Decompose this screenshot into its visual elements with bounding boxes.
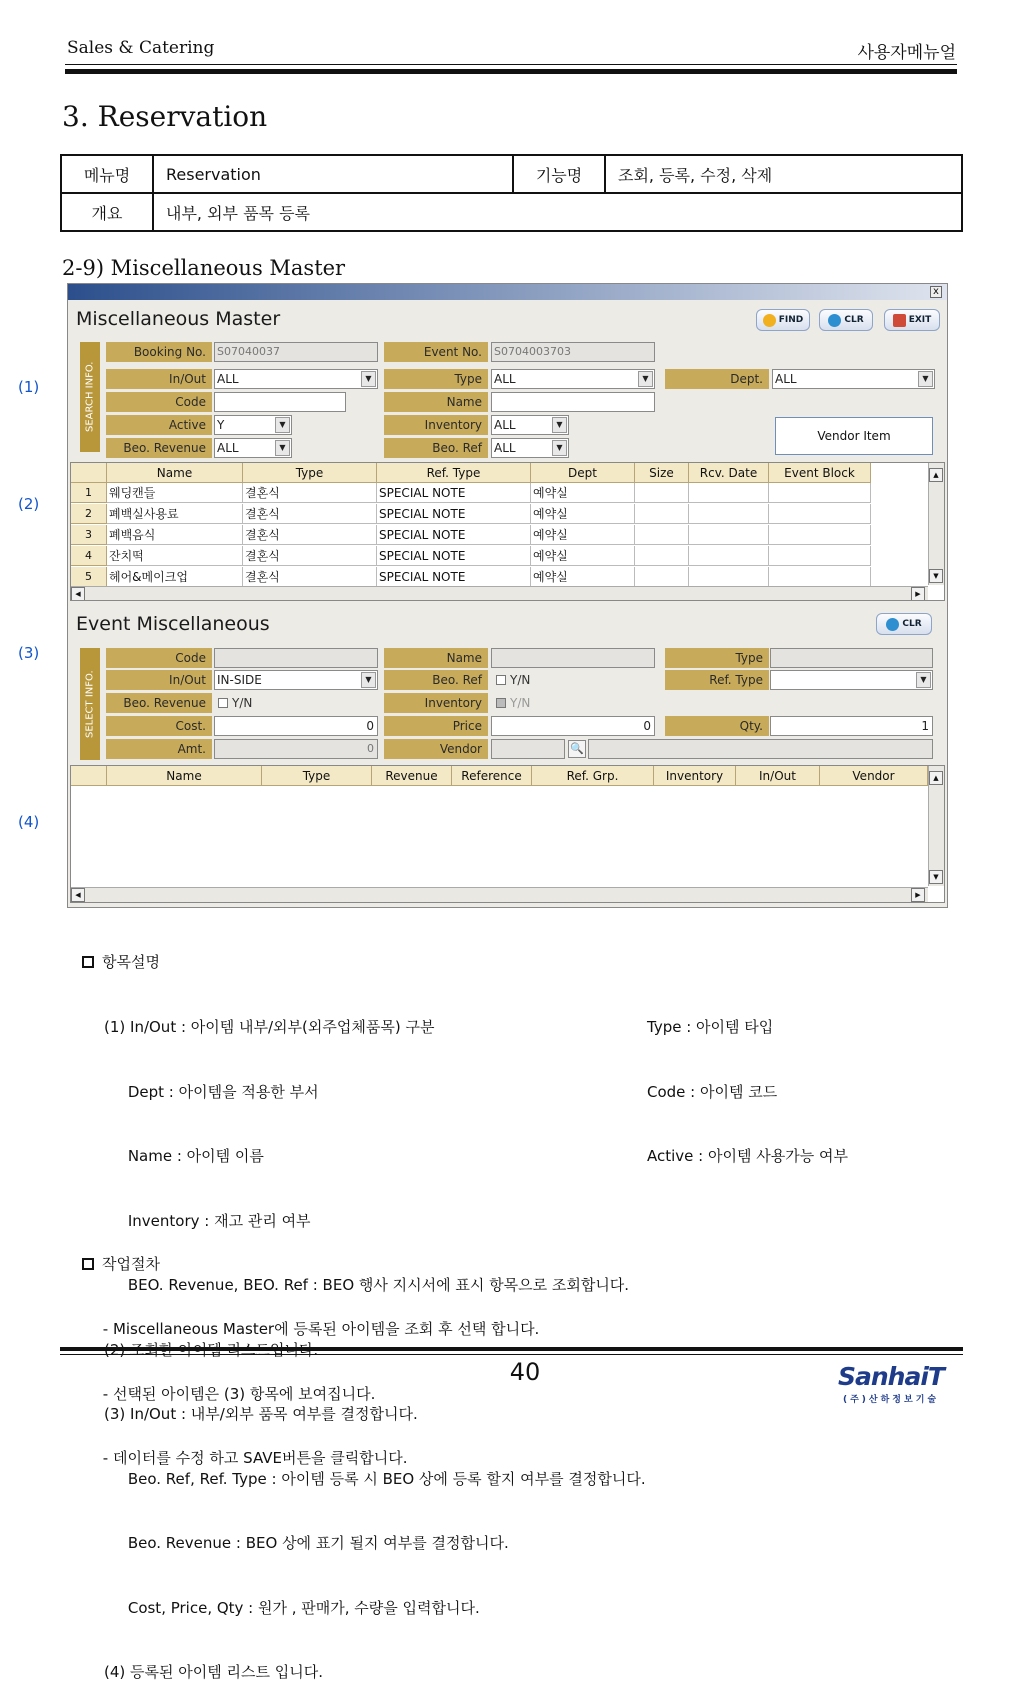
procedure-heading-text: 작업절차 bbox=[102, 1255, 160, 1273]
cell-rcv-date bbox=[689, 525, 769, 545]
dept-select[interactable] bbox=[772, 369, 935, 389]
item-grid-hscrollbar[interactable] bbox=[71, 586, 928, 601]
ev-inout-select[interactable] bbox=[214, 670, 378, 690]
cell-type: 결혼식 bbox=[243, 525, 377, 545]
chevron-down-icon[interactable]: ▼ bbox=[361, 371, 376, 387]
beo-revenue-select-value: ALL bbox=[217, 441, 239, 455]
search-info-label: SEARCH INFO. bbox=[80, 342, 100, 452]
ev-code-field[interactable] bbox=[214, 648, 378, 668]
cell-dept: 예약실 bbox=[531, 567, 635, 587]
cell-ref-type: SPECIAL NOTE bbox=[377, 525, 531, 545]
beo-ref-checkbox[interactable] bbox=[496, 670, 530, 690]
panel-title: Miscellaneous Master bbox=[76, 308, 281, 330]
cell-dept: 예약실 bbox=[531, 525, 635, 545]
scroll-right-icon[interactable]: ▶ bbox=[911, 587, 925, 601]
checkbox-icon[interactable] bbox=[496, 698, 506, 708]
column-header[interactable]: Dept bbox=[531, 463, 635, 483]
type-select[interactable] bbox=[491, 369, 655, 389]
column-header[interactable]: In/Out bbox=[736, 766, 820, 786]
inventory-select-value: ALL bbox=[494, 418, 516, 432]
row-number: 2 bbox=[71, 504, 107, 524]
ev-amt-label: Amt. bbox=[106, 739, 212, 759]
vendor-item-button[interactable]: Vendor Item bbox=[775, 417, 933, 455]
event-clear-button-label: CLR bbox=[902, 619, 922, 629]
ev-vendor-label: Vendor bbox=[384, 739, 488, 759]
ev-type-field[interactable] bbox=[770, 648, 933, 668]
ev-name-label: Name bbox=[384, 648, 488, 668]
column-header[interactable]: Type bbox=[243, 463, 377, 483]
column-header[interactable]: Vendor bbox=[820, 766, 928, 786]
ev-inventory-label: Inventory bbox=[384, 693, 488, 713]
scroll-left-icon[interactable]: ◀ bbox=[71, 888, 85, 902]
procedure-line: - 선택된 아이템은 (3) 항목에 보여집니다. bbox=[98, 1384, 376, 1403]
chevron-down-icon[interactable]: ▼ bbox=[552, 440, 567, 456]
ev-qty-input[interactable]: 1 bbox=[770, 716, 933, 736]
exit-button[interactable] bbox=[884, 309, 940, 331]
cell-rcv-date bbox=[689, 546, 769, 566]
column-header[interactable]: Event Block bbox=[769, 463, 871, 483]
chevron-down-icon[interactable]: ▼ bbox=[552, 417, 567, 433]
column-header[interactable]: Ref. Type bbox=[377, 463, 531, 483]
booking-no-field[interactable]: S07040037 bbox=[214, 342, 378, 362]
scroll-up-icon[interactable]: ▲ bbox=[929, 468, 943, 482]
inout-select[interactable] bbox=[214, 369, 378, 389]
cell-ref-type: SPECIAL NOTE bbox=[377, 567, 531, 587]
exit-button-label: EXIT bbox=[908, 315, 932, 325]
description-line: Dept : 아이템을 적용한 부서 bbox=[104, 1082, 319, 1101]
event-grid-hscrollbar[interactable] bbox=[71, 887, 928, 902]
cell-size bbox=[635, 504, 689, 524]
inventory-check-label: Y/N bbox=[510, 696, 531, 710]
footer-rule-thick bbox=[60, 1347, 963, 1351]
item-grid bbox=[70, 462, 945, 601]
beo-revenue-label: Beo. Revenue bbox=[106, 438, 212, 458]
exit-icon bbox=[893, 314, 906, 327]
chevron-down-icon[interactable]: ▼ bbox=[275, 417, 290, 433]
cell-type: 결혼식 bbox=[243, 546, 377, 566]
ev-code-label: Code bbox=[106, 648, 212, 668]
procedure-line: - Miscellaneous Master에 등록된 아이템을 조회 후 선택 합니다. bbox=[98, 1320, 540, 1338]
row-number: 3 bbox=[71, 525, 107, 545]
meta-table bbox=[60, 154, 963, 232]
event-panel-title: Event Miscellaneous bbox=[76, 613, 270, 635]
ev-beo-revenue-label: Beo. Revenue bbox=[106, 693, 212, 713]
beo-revenue-checkbox[interactable] bbox=[218, 693, 252, 713]
description-right-line: Type : 아이템 타입 bbox=[647, 1018, 774, 1036]
company-logo-subtitle: (주)산하정보기술 bbox=[843, 1395, 940, 1405]
cell-name: 폐백음식 bbox=[107, 525, 243, 545]
description-right-list bbox=[647, 974, 848, 1189]
checkbox-icon[interactable] bbox=[218, 698, 228, 708]
cell-event-block bbox=[769, 567, 871, 587]
type-label: Type bbox=[384, 369, 488, 389]
chevron-down-icon[interactable]: ▼ bbox=[916, 672, 931, 688]
cell-ref-type: SPECIAL NOTE bbox=[377, 546, 531, 566]
table-row[interactable] bbox=[71, 525, 871, 546]
checkbox-bullet-icon bbox=[82, 1258, 94, 1270]
scroll-left-icon[interactable]: ◀ bbox=[71, 587, 85, 601]
ev-ref-type-select[interactable] bbox=[770, 670, 933, 690]
column-header[interactable]: Revenue bbox=[372, 766, 452, 786]
inout-label: In/Out bbox=[106, 369, 212, 389]
ev-type-label: Type bbox=[665, 648, 769, 668]
callout-label-1: (1) bbox=[18, 378, 40, 396]
cell-name: 헤어&메이크업 bbox=[107, 567, 243, 587]
ev-ref-type-label: Ref. Type bbox=[665, 670, 769, 690]
description-right-line: Active : 아이템 사용가능 여부 bbox=[647, 1147, 848, 1165]
callout-label-2: (2) bbox=[18, 495, 40, 513]
scroll-up-icon[interactable]: ▲ bbox=[929, 771, 943, 785]
description-line: (4) 등록된 아이템 리스트 입니다. bbox=[104, 1663, 323, 1681]
grid-corner bbox=[71, 766, 107, 786]
clear-button-label: CLR bbox=[844, 315, 864, 325]
table-row[interactable] bbox=[71, 504, 871, 525]
cell-rcv-date bbox=[689, 567, 769, 587]
page-number: 40 bbox=[509, 1358, 541, 1386]
ev-cost-input[interactable]: 0 bbox=[214, 716, 378, 736]
cell-dept: 예약실 bbox=[531, 504, 635, 524]
chevron-down-icon[interactable]: ▼ bbox=[638, 371, 653, 387]
dept-select-value: ALL bbox=[775, 372, 797, 386]
table-row[interactable] bbox=[71, 546, 871, 567]
ev-vendor-field[interactable] bbox=[491, 739, 565, 759]
menu-label: 메뉴명 bbox=[61, 155, 153, 193]
clear-button[interactable] bbox=[819, 309, 873, 331]
header-title: Sales & Catering bbox=[67, 38, 215, 58]
description-right-line: Code : 아이템 코드 bbox=[647, 1082, 778, 1101]
inventory-select[interactable] bbox=[491, 415, 569, 435]
function-value: 조회, 등록, 수정, 삭제 bbox=[605, 155, 962, 193]
ev-price-input[interactable]: 0 bbox=[491, 716, 655, 736]
callout-label-4: (4) bbox=[18, 813, 40, 831]
cell-name: 웨딩캔들 bbox=[107, 483, 243, 503]
beo-revenue-check-label: Y/N bbox=[232, 696, 253, 710]
ev-qty-label: Qty. bbox=[665, 716, 769, 736]
cell-size bbox=[635, 567, 689, 587]
cell-name: 잔치떡 bbox=[107, 546, 243, 566]
function-label: 기능명 bbox=[513, 155, 605, 193]
ev-inout-label: In/Out bbox=[106, 670, 212, 690]
description-line: BEO. Revenue, BEO. Ref : BEO 행사 지시서에 표시 항목으로 조회합니다. bbox=[104, 1276, 630, 1294]
ev-inout-select-value: IN-SIDE bbox=[217, 673, 262, 687]
active-select-value: Y bbox=[217, 418, 225, 432]
callout-label-3: (3) bbox=[18, 644, 40, 662]
close-icon[interactable]: x bbox=[930, 286, 942, 298]
cell-event-block bbox=[769, 525, 871, 545]
cell-size bbox=[635, 546, 689, 566]
refresh-icon bbox=[886, 618, 899, 631]
cell-name: 폐백실사용료 bbox=[107, 504, 243, 524]
cell-ref-type: SPECIAL NOTE bbox=[377, 504, 531, 524]
ev-price-label: Price bbox=[384, 716, 488, 736]
column-header[interactable]: Type bbox=[262, 766, 372, 786]
description-line: (3) In/Out : 내부/외부 품목 여부를 결정합니다. bbox=[104, 1405, 418, 1423]
header-rule-thick bbox=[65, 69, 957, 74]
header-manual-label: 사용자메뉴얼 bbox=[857, 43, 956, 63]
code-input[interactable] bbox=[214, 392, 346, 412]
procedure-list bbox=[98, 1276, 539, 1491]
event-grid bbox=[70, 765, 945, 903]
event-no-label: Event No. bbox=[384, 342, 488, 362]
ev-amt-field[interactable]: 0 bbox=[214, 739, 378, 759]
procedure-heading bbox=[82, 1254, 160, 1276]
cell-dept: 예약실 bbox=[531, 546, 635, 566]
event-grid-vscrollbar[interactable] bbox=[928, 766, 944, 886]
column-header[interactable]: Ref. Grp. bbox=[532, 766, 654, 786]
chevron-down-icon[interactable]: ▼ bbox=[918, 371, 933, 387]
name-input[interactable] bbox=[491, 392, 655, 412]
type-select-value: ALL bbox=[494, 372, 516, 386]
description-line: Cost, Price, Qty : 원가 , 판매가, 수량을 입력합니다. bbox=[104, 1598, 480, 1617]
procedure-line: - 데이터를 수정 하고 SAVE버튼을 클릭합니다. bbox=[98, 1449, 408, 1467]
column-header[interactable]: Size bbox=[635, 463, 689, 483]
inventory-checkbox[interactable] bbox=[496, 693, 530, 713]
ev-cost-label: Cost. bbox=[106, 716, 212, 736]
code-label: Code bbox=[106, 392, 212, 412]
column-header[interactable]: Name bbox=[107, 463, 243, 483]
beo-ref-select-value: ALL bbox=[494, 441, 516, 455]
cell-size bbox=[635, 483, 689, 503]
inventory-label: Inventory bbox=[384, 415, 488, 435]
summary-label: 개요 bbox=[61, 193, 153, 231]
cell-event-block bbox=[769, 483, 871, 503]
company-logo: SanhaiT bbox=[838, 1362, 944, 1391]
cell-type: 결혼식 bbox=[243, 504, 377, 524]
cell-type: 결혼식 bbox=[243, 483, 377, 503]
chevron-down-icon[interactable]: ▼ bbox=[361, 672, 376, 688]
column-header[interactable]: Name bbox=[107, 766, 262, 786]
ev-beo-ref-label: Beo. Ref bbox=[384, 670, 488, 690]
cell-event-block bbox=[769, 504, 871, 524]
select-info-label: SELECT INFO. bbox=[80, 648, 100, 760]
summary-value: 내부, 외부 품목 등록 bbox=[153, 193, 962, 231]
footer-rule-thin bbox=[60, 1354, 963, 1355]
description-line: Beo. Revenue : BEO 상에 표기 될지 여부를 결정합니다. bbox=[104, 1534, 509, 1552]
misc-master-window bbox=[67, 283, 948, 908]
ev-vendor-name-field[interactable] bbox=[588, 739, 933, 759]
description-line: Name : 아이템 이름 bbox=[104, 1147, 264, 1165]
column-header[interactable]: Reference bbox=[452, 766, 532, 786]
beo-ref-select[interactable] bbox=[491, 438, 569, 458]
column-header[interactable]: Rcv. Date bbox=[689, 463, 769, 483]
checkbox-icon[interactable] bbox=[496, 675, 506, 685]
section-title: 3. Reservation bbox=[62, 100, 268, 133]
item-grid-vscrollbar[interactable] bbox=[928, 463, 944, 585]
beo-ref-check-label: Y/N bbox=[510, 673, 531, 687]
name-label: Name bbox=[384, 392, 488, 412]
chevron-down-icon[interactable]: ▼ bbox=[275, 440, 290, 456]
table-row[interactable] bbox=[71, 567, 871, 588]
cell-rcv-date bbox=[689, 504, 769, 524]
row-number: 1 bbox=[71, 483, 107, 503]
event-clear-button[interactable] bbox=[876, 613, 932, 635]
description-line: Inventory : 재고 관리 여부 bbox=[104, 1211, 311, 1230]
scroll-right-icon[interactable]: ▶ bbox=[911, 888, 925, 902]
find-button[interactable] bbox=[756, 309, 810, 331]
booking-no-label: Booking No. bbox=[106, 342, 212, 362]
cell-size bbox=[635, 525, 689, 545]
beo-ref-label: Beo. Ref bbox=[384, 438, 488, 458]
inout-select-value: ALL bbox=[217, 372, 239, 386]
column-header[interactable]: Inventory bbox=[654, 766, 736, 786]
header-rule-thin bbox=[65, 64, 957, 65]
grid-corner bbox=[71, 463, 107, 483]
active-label: Active bbox=[106, 415, 212, 435]
menu-value: Reservation bbox=[153, 155, 513, 193]
beo-revenue-select[interactable] bbox=[214, 438, 292, 458]
lookup-icon[interactable]: 🔍 bbox=[568, 740, 586, 758]
refresh-icon bbox=[828, 314, 841, 327]
search-icon bbox=[763, 314, 776, 327]
scroll-down-icon[interactable]: ▼ bbox=[929, 569, 943, 583]
cell-dept: 예약실 bbox=[531, 483, 635, 503]
ev-name-field[interactable] bbox=[491, 648, 655, 668]
event-no-field[interactable]: S0704003703 bbox=[491, 342, 655, 362]
description-heading-text: 항목설명 bbox=[102, 953, 160, 971]
window-titlebar bbox=[68, 284, 947, 300]
cell-rcv-date bbox=[689, 483, 769, 503]
table-row[interactable] bbox=[71, 483, 871, 504]
row-number: 4 bbox=[71, 546, 107, 566]
active-select[interactable] bbox=[214, 415, 292, 435]
subsection-title: 2-9) Miscellaneous Master bbox=[62, 256, 346, 280]
description-line: Beo. Ref, Ref. Type : 아이템 등록 시 BEO 상에 등록 할지 여부를 결정합니다. bbox=[104, 1469, 646, 1488]
description-line: (1) In/Out : 아이템 내부/외부(외주업체품목) 구분 bbox=[104, 1018, 435, 1036]
row-number: 5 bbox=[71, 567, 107, 587]
find-button-label: FIND bbox=[778, 315, 804, 325]
cell-type: 결혼식 bbox=[243, 567, 377, 587]
scroll-down-icon[interactable]: ▼ bbox=[929, 870, 943, 884]
dept-label: Dept. bbox=[665, 369, 769, 389]
description-heading bbox=[82, 952, 160, 974]
checkbox-bullet-icon bbox=[82, 956, 94, 968]
cell-event-block bbox=[769, 546, 871, 566]
cell-ref-type: SPECIAL NOTE bbox=[377, 483, 531, 503]
